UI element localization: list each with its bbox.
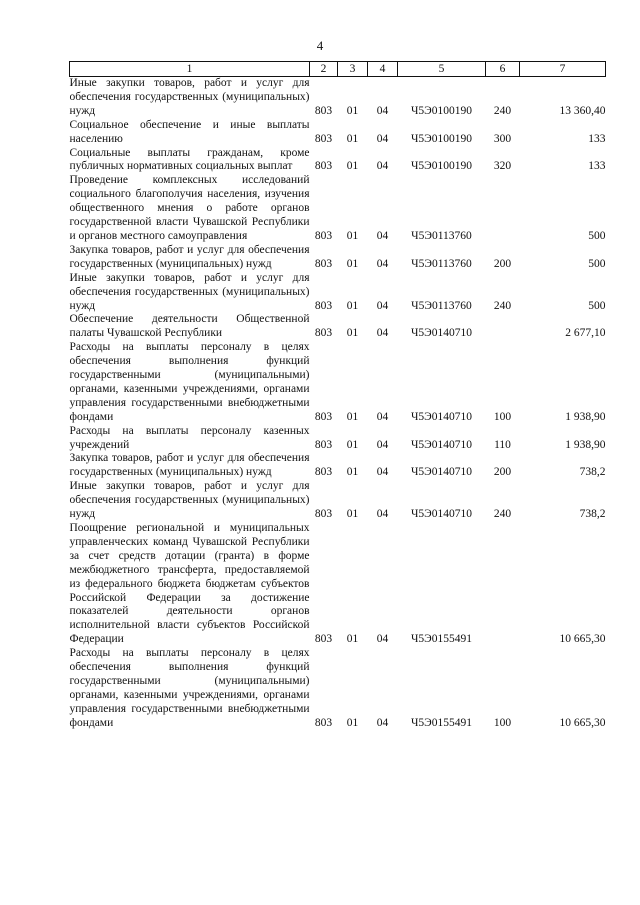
row-amount: 1 938,90 bbox=[565, 410, 606, 423]
row-section: 01 bbox=[346, 327, 359, 340]
row-name: Закупка товаров, работ и услуг для обеспечения государственных (муниципальных) нужд bbox=[69, 243, 310, 270]
column-header-amount: 7 bbox=[520, 62, 606, 77]
row-target: Ч5Э0140710 bbox=[410, 466, 473, 479]
row-expense-type: 100 bbox=[493, 716, 512, 729]
table-body bbox=[70, 77, 606, 731]
row-section: 01 bbox=[346, 257, 359, 270]
header-row bbox=[70, 62, 606, 77]
row-subsection: 04 bbox=[376, 229, 389, 242]
row-name: Иные закупки товаров, работ и услуг для обеспечения государственных (муниципальных) нужд bbox=[69, 480, 310, 521]
row-amount: 133 bbox=[588, 160, 606, 173]
row-section: 01 bbox=[346, 508, 359, 521]
row-subsection: 04 bbox=[376, 466, 389, 479]
row-amount: 738,2 bbox=[579, 508, 606, 521]
row-section: 01 bbox=[346, 229, 359, 242]
row-section: 01 bbox=[346, 160, 359, 173]
row-subsection: 04 bbox=[376, 438, 389, 451]
row-subsection: 04 bbox=[376, 257, 389, 270]
row-target: Ч5Э0140710 bbox=[410, 438, 473, 451]
row-ministry: 803 bbox=[314, 299, 333, 312]
row-amount: 500 bbox=[588, 299, 606, 312]
row-ministry: 803 bbox=[314, 410, 333, 423]
row-expense-type: 200 bbox=[493, 466, 512, 479]
table-row bbox=[70, 313, 606, 341]
row-ministry: 803 bbox=[314, 229, 333, 242]
column-header-section: 3 bbox=[338, 62, 368, 77]
row-section: 01 bbox=[346, 299, 359, 312]
row-target: Ч5Э0100190 bbox=[410, 132, 473, 145]
table-row bbox=[70, 522, 606, 647]
column-header-name: 1 bbox=[70, 62, 310, 77]
row-section: 01 bbox=[346, 104, 359, 117]
table-row bbox=[70, 480, 606, 522]
row-ministry: 803 bbox=[314, 132, 333, 145]
row-amount: 13 360,40 bbox=[559, 104, 606, 117]
row-name: Проведение комплексных исследований социального благополучия населения, изучения общественного мнения о работе органов государственной власти Чувашской Республики и органов местного самоуправления bbox=[69, 174, 310, 242]
row-target: Ч5Э0155491 bbox=[410, 716, 473, 729]
row-amount: 133 bbox=[588, 132, 606, 145]
row-expense-type: 240 bbox=[493, 508, 512, 521]
row-section: 01 bbox=[346, 633, 359, 646]
row-name: Расходы на выплаты персоналу в целях обеспечения выполнения функций государственными (муниципальными) органами, казенными учреждениями, органами управления государственными внебюджетными фондами bbox=[69, 341, 310, 423]
row-name: Закупка товаров, работ и услуг для обеспечения государственных (муниципальных) нужд bbox=[69, 452, 310, 479]
row-section: 01 bbox=[346, 132, 359, 145]
row-name: Расходы на выплаты персоналу в целях обеспечения выполнения функций государственными (муниципальными) органами, казенными учреждениями, органами управления государственными внебюджетными фондами bbox=[69, 647, 310, 729]
row-name: Социальные выплаты гражданам, кроме публичных нормативных социальных выплат bbox=[69, 146, 310, 173]
table-row bbox=[70, 174, 606, 244]
row-ministry: 803 bbox=[314, 438, 333, 451]
column-header-target: 5 bbox=[398, 62, 486, 77]
row-section: 01 bbox=[346, 466, 359, 479]
table-row bbox=[70, 147, 606, 175]
row-subsection: 04 bbox=[376, 716, 389, 729]
row-target: Ч5Э0113760 bbox=[411, 229, 472, 242]
row-ministry: 803 bbox=[314, 466, 333, 479]
table-row bbox=[70, 272, 606, 314]
row-amount: 500 bbox=[588, 257, 606, 270]
row-expense-type bbox=[486, 522, 520, 647]
row-subsection: 04 bbox=[376, 299, 389, 312]
column-header-expense-type: 6 bbox=[486, 62, 520, 77]
row-amount: 2 677,10 bbox=[565, 327, 606, 340]
table-row bbox=[70, 341, 606, 424]
row-expense-type: 100 bbox=[493, 410, 512, 423]
row-subsection: 04 bbox=[376, 160, 389, 173]
row-amount: 10 665,30 bbox=[559, 716, 606, 729]
table-row bbox=[70, 452, 606, 480]
row-subsection: 04 bbox=[376, 132, 389, 145]
row-subsection: 04 bbox=[376, 633, 389, 646]
row-expense-type: 240 bbox=[493, 104, 512, 117]
budget-table bbox=[69, 61, 606, 731]
row-target: Ч5Э0100190 bbox=[410, 160, 473, 173]
row-target: Ч5Э0113760 bbox=[411, 299, 472, 312]
row-expense-type: 200 bbox=[493, 257, 512, 270]
row-expense-type: 320 bbox=[493, 160, 512, 173]
row-ministry: 803 bbox=[314, 257, 333, 270]
row-ministry: 803 bbox=[314, 633, 333, 646]
row-expense-type: 300 bbox=[493, 132, 512, 145]
row-name: Социальное обеспечение и иные выплаты населению bbox=[69, 118, 310, 145]
row-name: Иные закупки товаров, работ и услуг для обеспечения государственных (муниципальных) нужд bbox=[69, 271, 310, 312]
column-header-subsection: 4 bbox=[368, 62, 398, 77]
row-ministry: 803 bbox=[314, 508, 333, 521]
table-row bbox=[70, 244, 606, 272]
row-expense-type: 240 bbox=[493, 299, 512, 312]
row-amount: 738,2 bbox=[579, 466, 606, 479]
row-amount: 500 bbox=[588, 229, 606, 242]
row-target: Ч5Э0113760 bbox=[411, 257, 472, 270]
table-row bbox=[70, 425, 606, 453]
row-expense-type bbox=[486, 313, 520, 341]
row-subsection: 04 bbox=[376, 327, 389, 340]
column-header-ministry: 2 bbox=[310, 62, 338, 77]
row-section: 01 bbox=[346, 438, 359, 451]
row-section: 01 bbox=[346, 410, 359, 423]
row-ministry: 803 bbox=[314, 160, 333, 173]
row-target: Ч5Э0140710 bbox=[410, 508, 473, 521]
row-name: Обеспечение деятельности Общественной палаты Чувашской Республики bbox=[69, 313, 310, 340]
row-target: Ч5Э0140710 bbox=[410, 410, 473, 423]
row-name: Поощрение региональной и муниципальных управленческих команд Чувашской Республики за счет средств дотации (гранта) в форме межбюджетного трансферта, предоставляемой из федерального бюджета бюджетам субъектов Российской Федерации за достижение показателей деятельности органов исполнительной власти субъектов Российской Федерации bbox=[69, 522, 310, 646]
row-target: Ч5Э0140710 bbox=[410, 327, 473, 340]
row-section: 01 bbox=[346, 716, 359, 729]
row-ministry: 803 bbox=[314, 716, 333, 729]
row-subsection: 04 bbox=[376, 508, 389, 521]
row-subsection: 04 bbox=[376, 410, 389, 423]
row-target: Ч5Э0100190 bbox=[410, 104, 473, 117]
row-amount: 10 665,30 bbox=[559, 633, 606, 646]
row-ministry: 803 bbox=[314, 104, 333, 117]
row-name: Иные закупки товаров, работ и услуг для обеспечения государственных (муниципальных) нужд bbox=[69, 77, 310, 117]
row-expense-type: 110 bbox=[494, 438, 511, 451]
table-row bbox=[70, 647, 606, 730]
row-target: Ч5Э0155491 bbox=[410, 633, 473, 646]
table-row bbox=[70, 119, 606, 147]
row-expense-type bbox=[486, 174, 520, 244]
row-name: Расходы на выплаты персоналу казенных учреждений bbox=[69, 424, 310, 451]
row-ministry: 803 bbox=[314, 327, 333, 340]
row-amount: 1 938,90 bbox=[565, 438, 606, 451]
page-number: 4 bbox=[316, 38, 324, 53]
row-subsection: 04 bbox=[376, 104, 389, 117]
table-row bbox=[70, 77, 606, 119]
